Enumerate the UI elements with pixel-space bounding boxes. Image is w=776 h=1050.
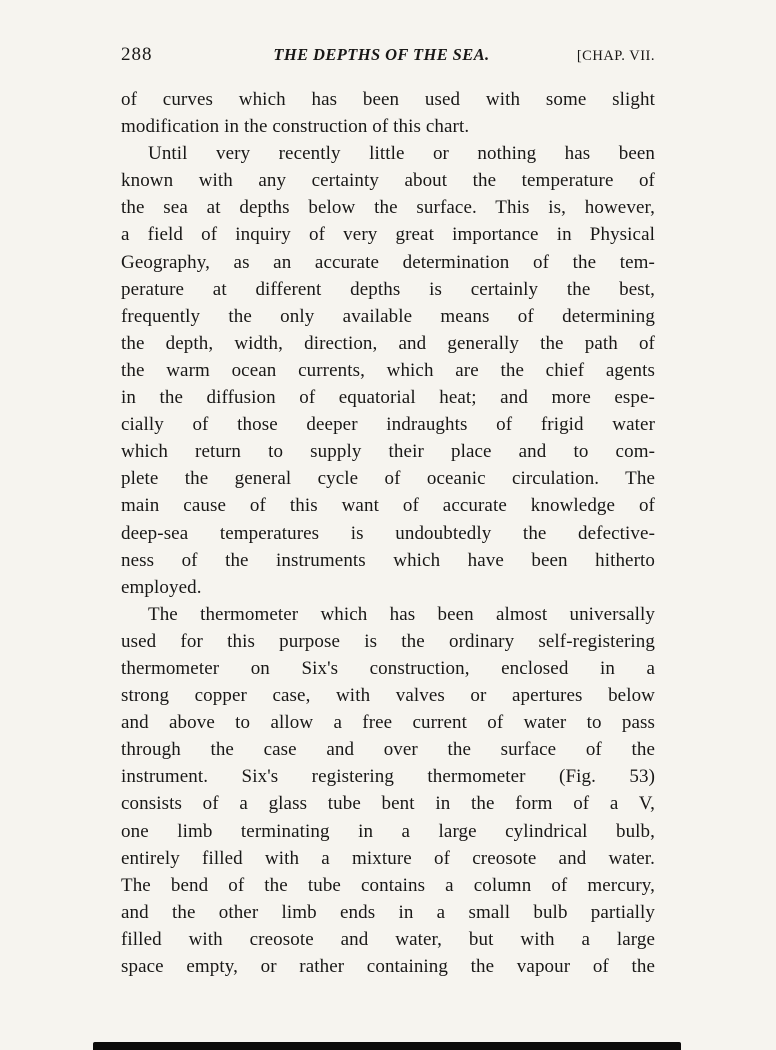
text-line: space empty, or rather containing the vapour of the [121, 956, 655, 977]
text-line: The thermometer which has been almost universally [148, 603, 655, 625]
text-line: ness of the instruments which have been hitherto [121, 549, 655, 571]
text-line: consists of a glass tube bent in the form of a V, [121, 793, 655, 815]
text-line: cially of those deeper indraughts of frigid water [121, 414, 655, 436]
text-line: instrument. Six's registering thermometer (Fig. 53) [121, 766, 655, 788]
text-line: frequently the only available means of determining [121, 305, 655, 327]
page-body [121, 86, 655, 980]
page-number: 288 [121, 44, 153, 65]
text-line: plete the general cycle of oceanic circulation. The [121, 468, 655, 490]
text-line: perature at different depths is certainly the best, [121, 278, 655, 300]
chapter-label: [CHAP. VII. [576, 48, 655, 64]
text-line: and above to allow a free current of water to pass [121, 712, 655, 734]
text-line: in the diffusion of equatorial heat; and more espe- [121, 387, 655, 409]
text-line: a field of inquiry of very great importance in Physical [121, 224, 655, 246]
text-line: Until very recently little or nothing has been [148, 143, 655, 165]
text-line: the sea at depths below the surface. This is, however, [121, 197, 655, 219]
running-title: THE DEPTHS OF THE SEA. [273, 45, 490, 64]
text-line: which return to supply their place and to com- [121, 441, 655, 463]
text-line: The bend of the tube contains a column of mercury, [121, 874, 655, 896]
scan-edge-artifact [93, 1042, 681, 1050]
text-line: one limb terminating in a large cylindrical bulb, [121, 820, 655, 842]
text-line: and the other limb ends in a small bulb partially [121, 901, 655, 923]
text-line: employed. [121, 576, 202, 598]
text-line: deep-sea temperatures is undoubtedly the defective- [121, 522, 655, 544]
text-line: of curves which has been used with some slight [121, 89, 655, 110]
text-line: the warm ocean currents, which are the chief agents [121, 359, 655, 381]
page-header [121, 44, 655, 66]
text-line: through the case and over the surface of the [121, 739, 655, 761]
text-line: modification in the construction of this chart. [121, 116, 470, 138]
text-line: main cause of this want of accurate knowledge of [121, 495, 655, 517]
text-line: used for this purpose is the ordinary self-registering [121, 630, 655, 652]
text-line: thermometer on Six's construction, enclosed in a [121, 657, 655, 679]
text-line: the depth, width, direction, and generally the path of [121, 332, 655, 354]
text-line: Geography, as an accurate determination of the tem- [121, 251, 655, 273]
text-line: strong copper case, with valves or apertures below [121, 685, 655, 707]
text-line: entirely filled with a mixture of creosote and water. [121, 847, 655, 869]
text-line: known with any certainty about the temperature of [121, 170, 655, 192]
text-line: filled with creosote and water, but with a large [121, 928, 655, 950]
